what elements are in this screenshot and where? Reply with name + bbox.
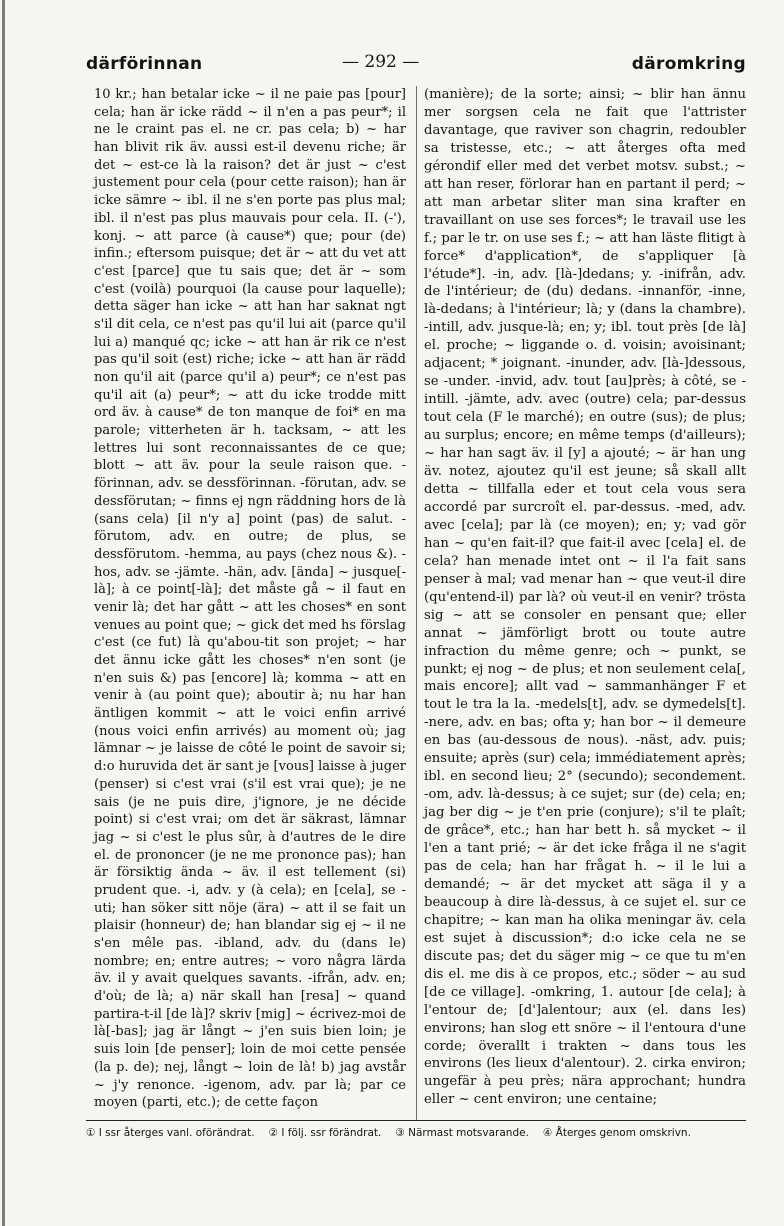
page-number: — 292 — — [342, 52, 420, 72]
left-column-text: 10 kr.; han betalar icke ~ il ne paie pas [pour] cela; han är icke rädd ~ il n'en a pas peur*; il ne le craint pas el. ne cr. pas cela; b) ~ har han blivit rik äv. aussi est-il devenu riche; är det ~ est-ce là la raison? det är just ~ c'est justement pour cela (pour cette raison); han är icke sämre ~ ibl. il ne s'en porte pas plus mal; ibl. il n'est pas plus mauvais pour cela. II. (-'), konj. ~ att parce (à cause*) que; pour (de) infin.; eftersom puisque; det är ~ att du vet att c'est [parce] que tu sais que; det är ~ som c'est (voilà) pourquoi (la cause pour laquelle); detta säger han icke ~ att han har saknat ngt s'il dit cela, ce n'est pas qu'il lui ait (parce qu'il lui a) manqué qc; icke ~ att han är rik ce n'est pas qu'il soit (est) riche; icke ~ att han är rädd non qu'il ait (parce qu'il a) peur*; ce n'est pas qu'il ait (a) peur*; ~ att du icke trodde mitt ord äv. à cause* de ton manque de foi* en ma parole; vitterheten är h. tacksam, ~ att les lettres lui sont reconnaissantes de ce que; blott ~ att äv. pour la seule raison que. -förinnan, adv. se dessförinnan. -förutan, adv. se dessförutan; ~ finns ej ngn räddning hors de là (sans cela) [il n'y a] point (pas) de salut. -förutom, adv. en outre; de plus, se dessförutom. -hemma, au pays (chez nous &). -hos, adv. se -jämte. -hän, adv. [ända] ~ jusque[-là]; à ce point[-là]; det måste gå ~ il faut en venir là; det har gått ~ att les choses* en sont venues au point que; ~ gick det med hs förslag c'est (ce fut) là qu'abou-tit son projet; ~ har det ännu icke gått les choses* n'en sont (je n'en suis &) pas [encore] là; komma ~ att en venir à (au point que); aboutir à; nu har han äntligen kommit ~ att le voici enfin arrivé (nous voici enfin arrivés) au moment où; jag lämnar ~ je laisse de côté le point de savoir si; d:o huruvida det är sant je [vous] laisse à juger (penser) si c'est vrai (s'il est vrai que); je ne sais (je ne puis dire, j'ignore, je ne décide point) si c'est vrai; om det är säkrast, lämnar jag ~ si c'est le plus sûr, à d'autres de le dire el. de prononcer (je ne me prononce pas); han är försiktig ända ~ äv. il est tellement (si) prudent que. -i, adv. y (à cela); en [cela], se -uti; han söker sitt nöje (ära) ~ att il se fait un plaisir (honneur) de; han blandar sig ej ~ il ne s'en mêle pas. -ibland, adv. du (dans le) nombre; en; entre autres; ~ voro några lärda äv. il y avait quelques savants. -ifrån, adv. en; d'où; de là; a) när skall han [resa] ~ quand partira-t-il [de là]? skriv [mig] ~ écrivez-moi de là[-bas]; jag är långt ~ j'en suis bien loin; je suis loin [de penser]; loin de moi cette pensée (la p. de); nej, långt ~ loin de là! b) jag avstår ~ j'y renonce. -igenom, adv. par là; par ce moyen (parti, etc.); de cette façon — [94, 87, 407, 1111]
footnote-4: ④ Återges genom omskrivn. — [542, 1127, 691, 1139]
header-right-guideword: däromkring — [631, 54, 746, 74]
page-header — [86, 50, 746, 80]
left-column — [94, 86, 406, 1112]
right-column-text: (manière); de la sorte; ainsi; ~ blir han ännu mer sorgsen cela ne fait que l'attrister davantage, que raviver son chagrin, redoubler sa tristesse, etc.; ~ att återges ofta med gérondif eller med det verbet motsv. subst.; ~ att han reser, förlorar han en partant il perd; ~ att man arbetar sliter man sina krafter en travaillant on use ses forces*; le travail use les f.; par le tr. on use ses f.; ~ att han läste flitigt à force* d'application*, de s'appliquer [à l'étude*]. -in, adv. [là-]dedans; y. -inifrån, adv. de l'intérieur; de (du) dedans. -innanför, -inne, là-dedans; à l'intérieur; là; y (dans la chambre). -intill, adv. jusque-là; en; y; ibl. tout près [de là] el. proche; ~ liggande o. d. voisin; avoisinant; adjacent; * joignant. -inunder, adv. [là-]dessous, se -under. -invid, adv. tout [au]près; à côté, se -intill. -jämte, adv. avec (outre) cela; par-dessus tout cela (F le marché); en outre (sus); de plus; au surplus; encore; en même temps (d'ailleurs); ~ har han sagt äv. il [y] a ajouté; ~ är han ung äv. notez, ajoutez qu'il est jeune; så skall allt detta ~ tillfalla eder et tout cela vous sera accordé par surcroît el. par-dessus. -med, adv. avec [cela]; par là (ce moyen); en; y; vad gör han ~ qu'en fait-il? que fait-il avec [cela] el. de cela? han menade intet ont ~ il l'a fait sans penser à mal; vad menar han ~ que veut-il dire (qu'entend-il) par là? où veut-il en venir? trösta sig ~ att se consoler en pensant que; eller annat ~ jämförligt brott ou toute autre infraction du même genre; och ~ punkt, se punkt; ej nog ~ de plus; et non seulement cela[, mais encore]; allt vad ~ sammanhänger F et tout le tra la la. -medels[t], adv. se dymedels[t]. -nere, adv. en bas; ofta y; han bor ~ il demeure en bas (au-dessous de nous). -näst, adv. puis; ensuite; après (sur) cela; immédiatement après; ibl. en second lieu; 2° (secundo); secondement. -om, adv. là-dessus; à ce sujet; sur (de) cela; en; jag ber dig ~ je t'en prie (conjure); s'il te plaît; de grâce*, etc.; han har bett h. så mycket ~ il l'en a tant prié; ~ är det icke fråga il ne s'agit pas de cela; han har frågat h. ~ il le lui a demandé; ~ är det mycket att säga il y a beaucoup à dire là-dessus, à ce sujet el. sur ce chapitre; ~ kan man ha olika meningar äv. cela est sujet à discussion*; d:o icke cela ne se discute pas; det du säger mig ~ ce que tu m'en dis el. me dis à ce propos, etc.; söder ~ au sud [de ce village]. -omkring, 1. autour [de cela]; à l'entour de; [d']alentour; aux (el. dans les) environs; han slog ett snöre ~ il l'entoura d'une corde; överallt i trakten ~ dans tous les environs (les lieux d'alentour). 2. cirka environ; ungefär à peu près; nära approchant; hundra eller ~ cent environ; une centaine; — [424, 87, 746, 1108]
footer-rule — [86, 1120, 746, 1121]
header-left-guideword: därförinnan — [86, 54, 203, 74]
footer-legend — [86, 1127, 746, 1139]
footnote-2: ② I följ. ssr förändrat. — [268, 1127, 382, 1139]
footnote-1: ① I ssr återges vanl. oförändrat. — [86, 1127, 255, 1139]
column-divider — [416, 86, 417, 1120]
right-column — [424, 86, 746, 1109]
page-edge — [2, 0, 5, 1226]
footnote-3: ③ Närmast motsvarande. — [395, 1127, 529, 1139]
